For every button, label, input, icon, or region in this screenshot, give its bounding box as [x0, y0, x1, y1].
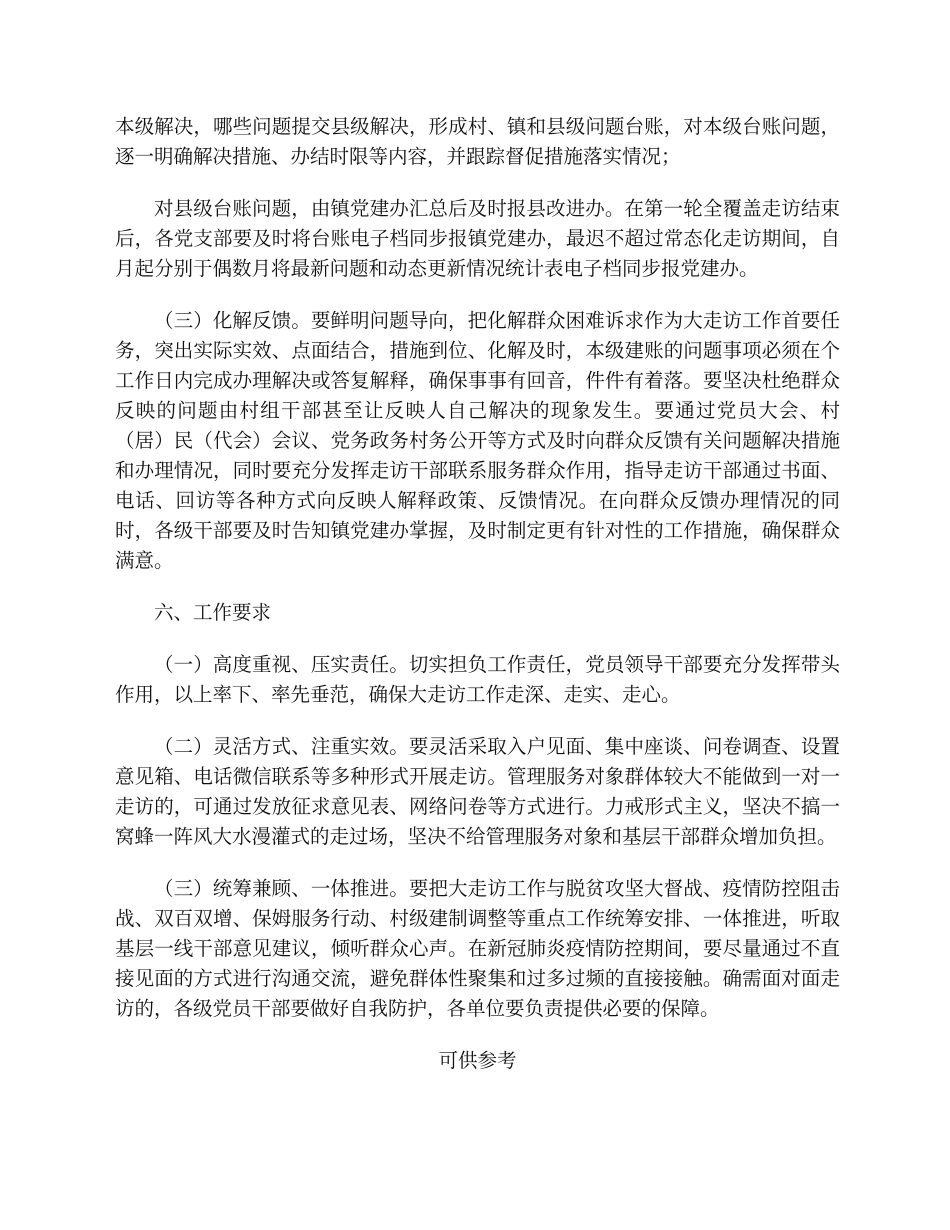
requirement-item-2: （二）灵活方式、注重实效。要灵活采取入户见面、集中座谈、问卷调查、设置意见箱、电话微信联系等多种形式开展走访。管理服务对象群体较大不能做到一对一走访的，可通过发放征求意见表、网络问卷等方式进行。力戒形式主义，坚决不搞一窝蜂一阵风大水漫灌式的走过场，坚决不给管理服务对象和基层干部群众增加负担。	[115, 735, 840, 848]
requirement-item-1: （一）高度重视、压实责任。切实担负工作责任，党员领导干部要充分发挥带头作用，以上率下、率先垂范，确保大走访工作走深、走实、走心。	[115, 653, 840, 706]
paragraph-resolve-feedback: （三）化解反馈。要鲜明问题导向，把化解群众困难诉求作为大走访工作首要任务，突出实际实效、点面结合，措施到位、化解及时，本级建账的问题事项必须在个工作日内完成办理解决或答复解释，确保事事有回音，件件有着落。要坚决杜绝群众反映的问题由村组干部甚至让反映人自己解决的现象发生。要通过党员大会、村（居）民（代会）会议、党务政务村务公开等方式及时向群众反馈有关问题解决措施和办理情况，同时要充分发挥走访干部联系服务群众作用，指导走访干部通过书面、电话、回访等各种方式向反映人解释政策、反馈情况。在向群众反馈办理情况的同时，各级干部要及时告知镇党建办掌握，及时制定更有针对性的工作措施，确保群众满意。	[115, 309, 840, 572]
requirement-item-3: （三）统筹兼顾、一体推进。要把大走访工作与脱贫攻坚大督战、疫情防控阻击战、双百双增、保姆服务行动、村级建制调整等重点工作统筹安排、一体推进，听取基层一线干部意见建议，倾听群众心声。在新冠肺炎疫情防控期间，要尽量通过不直接见面的方式进行沟通交流，避免群体性聚集和过多过频的直接接触。确需面对面走访的，各级党员干部要做好自我防护，各单位要负责提供必要的保障。	[115, 877, 840, 1020]
section-heading: 六、工作要求	[154, 601, 272, 624]
footer-note: 可供参考	[438, 1049, 517, 1072]
paragraph-continuation: 本级解决，哪些问题提交县级解决，形成村、镇和县级问题台账，对本级台账问题，逐一明确解决措施、办结时限等内容，并跟踪督促措施落实情况；	[115, 115, 840, 168]
document-body	[115, 112, 840, 1076]
paragraph-county-ledger: 对县级台账问题，由镇党建办汇总后及时报县改进办。在第一轮全覆盖走访结束后，各党支部要及时将台账电子档同步报镇党建办，最迟不超过常态化走访期间，自月起分别于偶数月将最新问题和动态更新情况统计表电子档同步报党建办。	[115, 197, 840, 280]
